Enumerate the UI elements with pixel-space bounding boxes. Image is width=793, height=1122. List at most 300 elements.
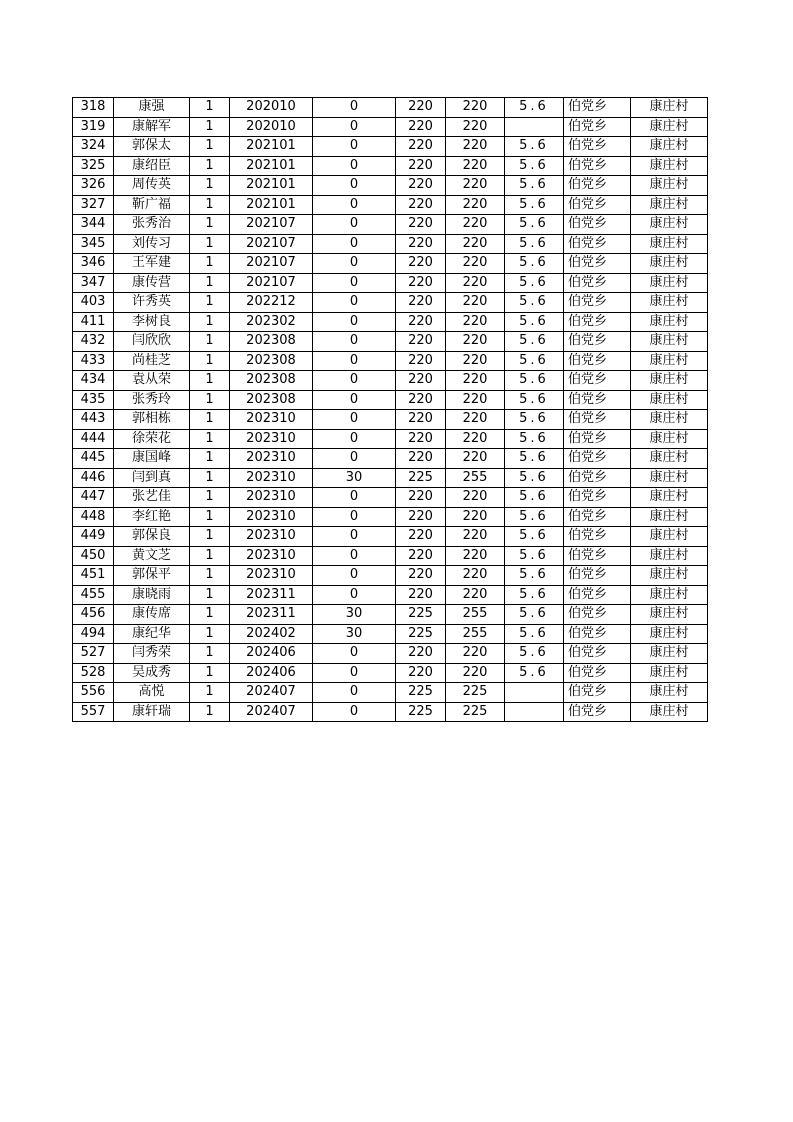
name-cell: 高悦 (114, 683, 190, 703)
table-row (73, 176, 708, 196)
month-cell: 202308 (230, 351, 313, 371)
village-cell: 康庄村 (631, 429, 708, 449)
extra-amount-cell: 0 (313, 234, 396, 254)
rate-cell: 5.6 (505, 254, 564, 274)
month-cell: 202310 (230, 410, 313, 430)
name-cell: 康纪华 (114, 624, 190, 644)
name-cell: 袁从荣 (114, 371, 190, 391)
record-no-cell: 445 (73, 449, 114, 469)
record-no-cell: 556 (73, 683, 114, 703)
count-cell: 1 (190, 117, 230, 137)
record-no-cell: 344 (73, 215, 114, 235)
month-cell: 202310 (230, 488, 313, 508)
rate-cell: 5.6 (505, 449, 564, 469)
name-cell: 闫秀荣 (114, 644, 190, 664)
extra-amount-cell: 0 (313, 527, 396, 547)
count-cell: 1 (190, 507, 230, 527)
village-cell: 康庄村 (631, 702, 708, 722)
base-amount-cell: 220 (396, 371, 446, 391)
rate-cell: 5.6 (505, 585, 564, 605)
count-cell: 1 (190, 234, 230, 254)
total-amount-cell: 220 (446, 156, 505, 176)
base-amount-cell: 225 (396, 702, 446, 722)
village-cell: 康庄村 (631, 663, 708, 683)
village-cell: 康庄村 (631, 683, 708, 703)
base-amount-cell: 220 (396, 488, 446, 508)
name-cell: 李树良 (114, 312, 190, 332)
count-cell: 1 (190, 195, 230, 215)
base-amount-cell: 220 (396, 117, 446, 137)
village-cell: 康庄村 (631, 585, 708, 605)
table-row (73, 507, 708, 527)
table-row (73, 449, 708, 469)
total-amount-cell: 225 (446, 683, 505, 703)
extra-amount-cell: 0 (313, 332, 396, 352)
extra-amount-cell: 0 (313, 195, 396, 215)
rate-cell (505, 702, 564, 722)
village-cell: 康庄村 (631, 254, 708, 274)
base-amount-cell: 225 (396, 605, 446, 625)
village-cell: 康庄村 (631, 546, 708, 566)
count-cell: 1 (190, 98, 230, 118)
base-amount-cell: 220 (396, 293, 446, 313)
rate-cell: 5.6 (505, 468, 564, 488)
table-row (73, 234, 708, 254)
town-cell: 伯党乡 (564, 644, 631, 664)
count-cell: 1 (190, 449, 230, 469)
count-cell: 1 (190, 351, 230, 371)
record-no-cell: 325 (73, 156, 114, 176)
table-row (73, 98, 708, 118)
town-cell: 伯党乡 (564, 663, 631, 683)
town-cell: 伯党乡 (564, 527, 631, 547)
rate-cell: 5.6 (505, 527, 564, 547)
town-cell: 伯党乡 (564, 585, 631, 605)
count-cell: 1 (190, 624, 230, 644)
record-no-cell: 434 (73, 371, 114, 391)
count-cell: 1 (190, 371, 230, 391)
month-cell: 202308 (230, 390, 313, 410)
record-no-cell: 432 (73, 332, 114, 352)
name-cell: 康晓雨 (114, 585, 190, 605)
total-amount-cell: 220 (446, 312, 505, 332)
record-no-cell: 345 (73, 234, 114, 254)
extra-amount-cell: 0 (313, 351, 396, 371)
record-no-cell: 456 (73, 605, 114, 625)
table-row (73, 254, 708, 274)
village-cell: 康庄村 (631, 156, 708, 176)
table-row (73, 527, 708, 547)
rate-cell: 5.6 (505, 605, 564, 625)
total-amount-cell: 220 (446, 488, 505, 508)
village-cell: 康庄村 (631, 605, 708, 625)
rate-cell: 5.6 (505, 293, 564, 313)
month-cell: 202310 (230, 449, 313, 469)
base-amount-cell: 220 (396, 176, 446, 196)
count-cell: 1 (190, 683, 230, 703)
extra-amount-cell: 0 (313, 273, 396, 293)
month-cell: 202101 (230, 137, 313, 157)
table-row (73, 332, 708, 352)
town-cell: 伯党乡 (564, 98, 631, 118)
record-no-cell: 347 (73, 273, 114, 293)
extra-amount-cell: 0 (313, 98, 396, 118)
extra-amount-cell: 0 (313, 137, 396, 157)
month-cell: 202310 (230, 507, 313, 527)
town-cell: 伯党乡 (564, 254, 631, 274)
base-amount-cell: 220 (396, 137, 446, 157)
month-cell: 202212 (230, 293, 313, 313)
base-amount-cell: 220 (396, 215, 446, 235)
rate-cell: 5.6 (505, 351, 564, 371)
record-no-cell: 447 (73, 488, 114, 508)
total-amount-cell: 255 (446, 468, 505, 488)
record-no-cell: 327 (73, 195, 114, 215)
name-cell: 张秀玲 (114, 390, 190, 410)
extra-amount-cell: 0 (313, 176, 396, 196)
name-cell: 李红艳 (114, 507, 190, 527)
total-amount-cell: 220 (446, 117, 505, 137)
extra-amount-cell: 30 (313, 624, 396, 644)
base-amount-cell: 220 (396, 527, 446, 547)
town-cell: 伯党乡 (564, 156, 631, 176)
month-cell: 202310 (230, 566, 313, 586)
extra-amount-cell: 0 (313, 585, 396, 605)
total-amount-cell: 225 (446, 702, 505, 722)
rate-cell: 5.6 (505, 371, 564, 391)
name-cell: 康国峰 (114, 449, 190, 469)
table-row (73, 117, 708, 137)
count-cell: 1 (190, 410, 230, 430)
base-amount-cell: 220 (396, 312, 446, 332)
record-no-cell: 449 (73, 527, 114, 547)
rate-cell: 5.6 (505, 546, 564, 566)
village-cell: 康庄村 (631, 410, 708, 430)
count-cell: 1 (190, 215, 230, 235)
total-amount-cell: 220 (446, 546, 505, 566)
count-cell: 1 (190, 137, 230, 157)
town-cell: 伯党乡 (564, 566, 631, 586)
base-amount-cell: 220 (396, 429, 446, 449)
extra-amount-cell: 30 (313, 468, 396, 488)
extra-amount-cell: 0 (313, 546, 396, 566)
town-cell: 伯党乡 (564, 468, 631, 488)
rate-cell: 5.6 (505, 195, 564, 215)
count-cell: 1 (190, 176, 230, 196)
table-row (73, 156, 708, 176)
base-amount-cell: 220 (396, 644, 446, 664)
village-cell: 康庄村 (631, 273, 708, 293)
base-amount-cell: 220 (396, 410, 446, 430)
table-row (73, 390, 708, 410)
table-row (73, 663, 708, 683)
count-cell: 1 (190, 312, 230, 332)
month-cell: 202308 (230, 371, 313, 391)
table-row (73, 293, 708, 313)
rate-cell: 5.6 (505, 234, 564, 254)
count-cell: 1 (190, 527, 230, 547)
month-cell: 202101 (230, 195, 313, 215)
base-amount-cell: 220 (396, 254, 446, 274)
table-row (73, 624, 708, 644)
total-amount-cell: 220 (446, 176, 505, 196)
town-cell: 伯党乡 (564, 332, 631, 352)
name-cell: 徐荣花 (114, 429, 190, 449)
record-no-cell: 319 (73, 117, 114, 137)
village-cell: 康庄村 (631, 117, 708, 137)
total-amount-cell: 220 (446, 585, 505, 605)
name-cell: 张秀治 (114, 215, 190, 235)
month-cell: 202310 (230, 429, 313, 449)
rate-cell: 5.6 (505, 390, 564, 410)
total-amount-cell: 220 (446, 234, 505, 254)
total-amount-cell: 220 (446, 507, 505, 527)
village-cell: 康庄村 (631, 488, 708, 508)
total-amount-cell: 220 (446, 273, 505, 293)
record-no-cell: 435 (73, 390, 114, 410)
extra-amount-cell: 0 (313, 312, 396, 332)
town-cell: 伯党乡 (564, 624, 631, 644)
month-cell: 202010 (230, 98, 313, 118)
month-cell: 202107 (230, 234, 313, 254)
base-amount-cell: 225 (396, 468, 446, 488)
name-cell: 郭保太 (114, 137, 190, 157)
extra-amount-cell: 0 (313, 254, 396, 274)
count-cell: 1 (190, 293, 230, 313)
name-cell: 康传营 (114, 273, 190, 293)
count-cell: 1 (190, 254, 230, 274)
record-no-cell: 326 (73, 176, 114, 196)
base-amount-cell: 220 (396, 273, 446, 293)
town-cell: 伯党乡 (564, 137, 631, 157)
town-cell: 伯党乡 (564, 293, 631, 313)
extra-amount-cell: 0 (313, 683, 396, 703)
base-amount-cell: 225 (396, 683, 446, 703)
total-amount-cell: 220 (446, 527, 505, 547)
rate-cell: 5.6 (505, 507, 564, 527)
table-row (73, 488, 708, 508)
extra-amount-cell: 0 (313, 156, 396, 176)
table-row (73, 605, 708, 625)
town-cell: 伯党乡 (564, 195, 631, 215)
total-amount-cell: 220 (446, 663, 505, 683)
name-cell: 康解军 (114, 117, 190, 137)
town-cell: 伯党乡 (564, 390, 631, 410)
count-cell: 1 (190, 546, 230, 566)
record-no-cell: 494 (73, 624, 114, 644)
village-cell: 康庄村 (631, 390, 708, 410)
record-no-cell: 403 (73, 293, 114, 313)
name-cell: 黄文芝 (114, 546, 190, 566)
rate-cell: 5.6 (505, 332, 564, 352)
village-cell: 康庄村 (631, 644, 708, 664)
record-no-cell: 346 (73, 254, 114, 274)
record-no-cell: 318 (73, 98, 114, 118)
village-cell: 康庄村 (631, 176, 708, 196)
village-cell: 康庄村 (631, 312, 708, 332)
month-cell: 202310 (230, 527, 313, 547)
rate-cell: 5.6 (505, 488, 564, 508)
base-amount-cell: 220 (396, 234, 446, 254)
town-cell: 伯党乡 (564, 273, 631, 293)
total-amount-cell: 220 (446, 644, 505, 664)
table-body (73, 98, 708, 722)
total-amount-cell: 220 (446, 215, 505, 235)
rate-cell: 5.6 (505, 312, 564, 332)
rate-cell: 5.6 (505, 156, 564, 176)
count-cell: 1 (190, 332, 230, 352)
town-cell: 伯党乡 (564, 546, 631, 566)
village-cell: 康庄村 (631, 234, 708, 254)
town-cell: 伯党乡 (564, 371, 631, 391)
village-cell: 康庄村 (631, 98, 708, 118)
name-cell: 王军建 (114, 254, 190, 274)
base-amount-cell: 220 (396, 98, 446, 118)
month-cell: 202406 (230, 663, 313, 683)
base-amount-cell: 220 (396, 663, 446, 683)
total-amount-cell: 220 (446, 254, 505, 274)
village-cell: 康庄村 (631, 527, 708, 547)
village-cell: 康庄村 (631, 195, 708, 215)
extra-amount-cell: 30 (313, 605, 396, 625)
extra-amount-cell: 0 (313, 488, 396, 508)
extra-amount-cell: 0 (313, 410, 396, 430)
rate-cell: 5.6 (505, 273, 564, 293)
town-cell: 伯党乡 (564, 449, 631, 469)
month-cell: 202407 (230, 683, 313, 703)
record-no-cell: 455 (73, 585, 114, 605)
base-amount-cell: 220 (396, 351, 446, 371)
month-cell: 202107 (230, 273, 313, 293)
record-no-cell: 448 (73, 507, 114, 527)
town-cell: 伯党乡 (564, 215, 631, 235)
town-cell: 伯党乡 (564, 351, 631, 371)
record-no-cell: 451 (73, 566, 114, 586)
month-cell: 202302 (230, 312, 313, 332)
record-no-cell: 443 (73, 410, 114, 430)
record-no-cell: 527 (73, 644, 114, 664)
table-row (73, 585, 708, 605)
record-no-cell: 450 (73, 546, 114, 566)
month-cell: 202310 (230, 468, 313, 488)
extra-amount-cell: 0 (313, 371, 396, 391)
town-cell: 伯党乡 (564, 117, 631, 137)
count-cell: 1 (190, 702, 230, 722)
total-amount-cell: 220 (446, 195, 505, 215)
name-cell: 康轩瑞 (114, 702, 190, 722)
table-row (73, 351, 708, 371)
table-row (73, 566, 708, 586)
count-cell: 1 (190, 429, 230, 449)
rate-cell: 5.6 (505, 215, 564, 235)
total-amount-cell: 220 (446, 566, 505, 586)
month-cell: 202107 (230, 215, 313, 235)
town-cell: 伯党乡 (564, 234, 631, 254)
town-cell: 伯党乡 (564, 683, 631, 703)
total-amount-cell: 220 (446, 390, 505, 410)
extra-amount-cell: 0 (313, 663, 396, 683)
total-amount-cell: 255 (446, 624, 505, 644)
total-amount-cell: 220 (446, 449, 505, 469)
town-cell: 伯党乡 (564, 488, 631, 508)
name-cell: 康传席 (114, 605, 190, 625)
extra-amount-cell: 0 (313, 702, 396, 722)
base-amount-cell: 220 (396, 546, 446, 566)
rate-cell: 5.6 (505, 176, 564, 196)
table-row (73, 273, 708, 293)
record-no-cell: 557 (73, 702, 114, 722)
town-cell: 伯党乡 (564, 176, 631, 196)
name-cell: 康强 (114, 98, 190, 118)
base-amount-cell: 225 (396, 624, 446, 644)
count-cell: 1 (190, 468, 230, 488)
month-cell: 202101 (230, 156, 313, 176)
record-no-cell: 324 (73, 137, 114, 157)
town-cell: 伯党乡 (564, 312, 631, 332)
name-cell: 张艺佳 (114, 488, 190, 508)
name-cell: 闫欣欣 (114, 332, 190, 352)
count-cell: 1 (190, 663, 230, 683)
village-cell: 康庄村 (631, 215, 708, 235)
base-amount-cell: 220 (396, 585, 446, 605)
total-amount-cell: 220 (446, 293, 505, 313)
table-row (73, 546, 708, 566)
extra-amount-cell: 0 (313, 429, 396, 449)
base-amount-cell: 220 (396, 507, 446, 527)
month-cell: 202311 (230, 585, 313, 605)
rate-cell: 5.6 (505, 410, 564, 430)
base-amount-cell: 220 (396, 156, 446, 176)
table-row (73, 371, 708, 391)
month-cell: 202310 (230, 546, 313, 566)
data-table (72, 97, 708, 722)
total-amount-cell: 220 (446, 351, 505, 371)
base-amount-cell: 220 (396, 390, 446, 410)
month-cell: 202311 (230, 605, 313, 625)
rate-cell: 5.6 (505, 644, 564, 664)
count-cell: 1 (190, 605, 230, 625)
total-amount-cell: 255 (446, 605, 505, 625)
extra-amount-cell: 0 (313, 293, 396, 313)
total-amount-cell: 220 (446, 429, 505, 449)
table-row (73, 137, 708, 157)
village-cell: 康庄村 (631, 449, 708, 469)
extra-amount-cell: 0 (313, 507, 396, 527)
total-amount-cell: 220 (446, 98, 505, 118)
rate-cell: 5.6 (505, 98, 564, 118)
village-cell: 康庄村 (631, 624, 708, 644)
count-cell: 1 (190, 156, 230, 176)
extra-amount-cell: 0 (313, 117, 396, 137)
name-cell: 靳广福 (114, 195, 190, 215)
month-cell: 202308 (230, 332, 313, 352)
total-amount-cell: 220 (446, 410, 505, 430)
village-cell: 康庄村 (631, 371, 708, 391)
extra-amount-cell: 0 (313, 566, 396, 586)
table-row (73, 410, 708, 430)
count-cell: 1 (190, 390, 230, 410)
table-row (73, 195, 708, 215)
month-cell: 202402 (230, 624, 313, 644)
village-cell: 康庄村 (631, 507, 708, 527)
town-cell: 伯党乡 (564, 429, 631, 449)
rate-cell: 5.6 (505, 566, 564, 586)
village-cell: 康庄村 (631, 293, 708, 313)
town-cell: 伯党乡 (564, 605, 631, 625)
village-cell: 康庄村 (631, 566, 708, 586)
town-cell: 伯党乡 (564, 507, 631, 527)
count-cell: 1 (190, 566, 230, 586)
